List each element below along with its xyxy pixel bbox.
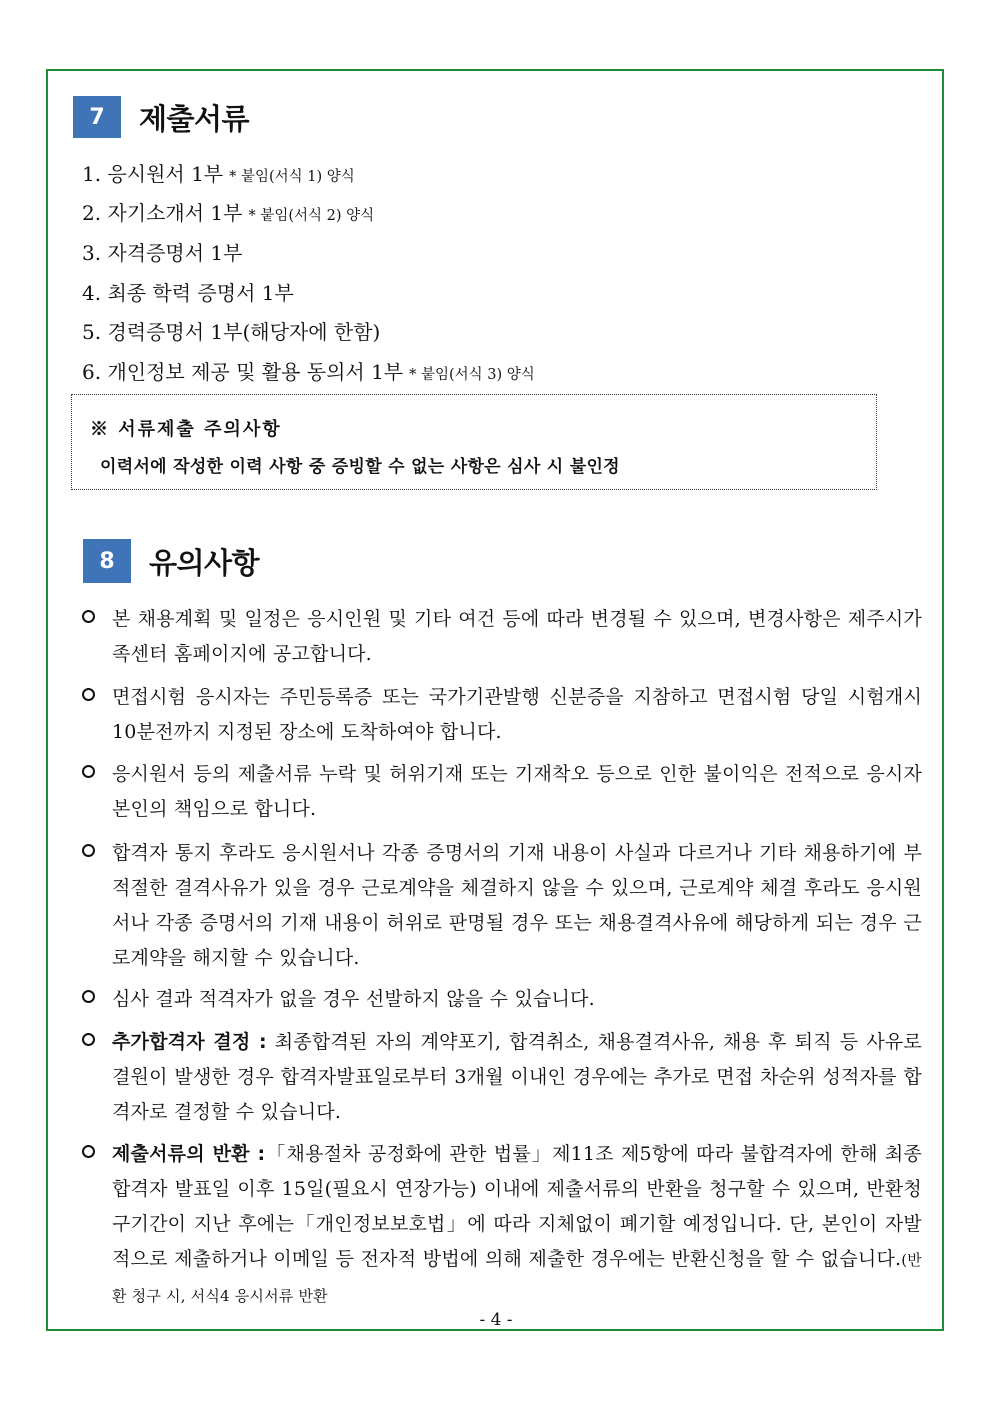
bullet-text: 합격자 통지 후라도 응시원서나 각종 증명서의 기재 내용이 사실과 다르거나 기타 채용하기에 부적절한 결격사유가 있을 경우 근로계약을 체결하지 않을 수 있으며, 근로계약 체결 후라도 응시원서나 각종 증명서의 기재 내용이 허위로 판명될 경우 또는 채용결격사유에 해당하게 되는 경우 근로계약을 해지할 수 있습니다.	[112, 842, 922, 969]
bullet-bold-label: 추가합격자 결정 :	[112, 1031, 267, 1053]
section-8-number: 8	[83, 539, 131, 583]
circle-bullet-icon	[82, 990, 95, 1003]
document-item-note: * 붙임(서식 1) 양식	[229, 169, 355, 185]
bullet-body: 최종합격된 자의 계약포기, 합격취소, 채용결격사유, 채용 후 퇴직 등 사유로 결원이 발생한 경우 합격자발표일로부터 3개월 이내인 경우에는 추가로 면접 차순위 성적자를 합격자로 결정할 수 있습니다.	[112, 1031, 922, 1123]
circle-bullet-icon	[82, 765, 95, 778]
bullet-text: 면접시험 응시자는 주민등록증 또는 국가기관발행 신분증을 지참하고 면접시험 당일 시험개시 10분전까지 지정된 장소에 도착하여야 합니다.	[112, 686, 922, 743]
notice-bullet	[82, 1137, 922, 1314]
bullet-text: 응시원서 등의 제출서류 누락 및 허위기재 또는 기재착오 등으로 인한 불이익은 전적으로 응시자 본인의 책임으로 합니다.	[112, 763, 922, 820]
bullet-small-note: (반환 청구 시, 서식4 응시서류 반환	[112, 1251, 922, 1305]
submission-notice-box	[71, 394, 877, 490]
circle-bullet-icon	[82, 1145, 95, 1158]
notice-bullet	[82, 602, 922, 672]
bullet-text	[112, 1025, 922, 1130]
bullet-text	[112, 1137, 922, 1314]
document-item	[82, 356, 535, 385]
document-item-text: 1. 응시원서 1부	[82, 162, 224, 186]
bullet-body: 「채용절차 공정화에 관한 법률」제11조 제5항에 따라 불합격자에 한해 최종합격자 발표일 이후 15일(필요시 연장가능) 이내에 제출서류의 반환을 청구할 수 있으며, 반환청구기간이 지난 후에는「개인정보보호법」에 따라 지체없이 폐기할 예정입니다. 단, 본인이 자발적으로 제출하거나 이메일 등 전자적 방법에 의해 제출한 경우에는 반환신청을 할 수 없습니다.	[112, 1143, 922, 1270]
document-item	[82, 237, 242, 266]
document-item-note: * 붙임(서식 2) 양식	[248, 208, 375, 224]
document-item-text: 3. 자격증명서 1부	[82, 241, 243, 265]
document-item-text: 2. 자기소개서 1부	[82, 201, 243, 225]
circle-bullet-icon	[82, 688, 95, 701]
notice-bullet	[82, 680, 922, 750]
notice-bullet	[82, 757, 922, 827]
document-item	[82, 158, 355, 187]
page-number: - 4 -	[479, 1310, 513, 1330]
circle-bullet-icon	[82, 610, 95, 623]
circle-bullet-icon	[82, 1033, 95, 1046]
section-7-number: 7	[73, 96, 121, 138]
notice-title: ※ 서류제출 주의사항	[90, 419, 282, 440]
document-item	[82, 277, 294, 306]
section-7-title: 제출서류	[139, 101, 250, 136]
document-item-text: 4. 최종 학력 증명서 1부	[82, 281, 294, 305]
section-7-heading	[73, 96, 249, 138]
notice-body: 이력서에 작성한 이력 사항 중 증빙할 수 없는 사항은 심사 시 불인정	[100, 457, 620, 477]
circle-bullet-icon	[82, 844, 95, 857]
bullet-bold-label: 제출서류의 반환 :	[112, 1143, 266, 1165]
document-item-text: 5. 경력증명서 1부(해당자에 한함)	[82, 320, 381, 344]
notice-bullet	[82, 1025, 922, 1130]
document-item-note: * 붙임(서식 3) 양식	[409, 367, 535, 383]
bullet-text: 본 채용계획 및 일정은 응시인원 및 기타 여건 등에 따라 변경될 수 있으며, 변경사항은 제주시가족센터 홈페이지에 공고합니다.	[112, 608, 922, 665]
document-item-text: 6. 개인정보 제공 및 활용 동의서 1부	[82, 360, 404, 384]
notice-bullet	[82, 836, 922, 976]
notice-bullet	[82, 982, 922, 1017]
section-8-title: 유의사항	[149, 545, 260, 580]
section-8-heading	[83, 539, 259, 583]
document-item	[82, 316, 380, 345]
document-item	[82, 197, 374, 226]
bullet-text: 심사 결과 적격자가 없을 경우 선발하지 않을 수 있습니다.	[112, 988, 595, 1010]
